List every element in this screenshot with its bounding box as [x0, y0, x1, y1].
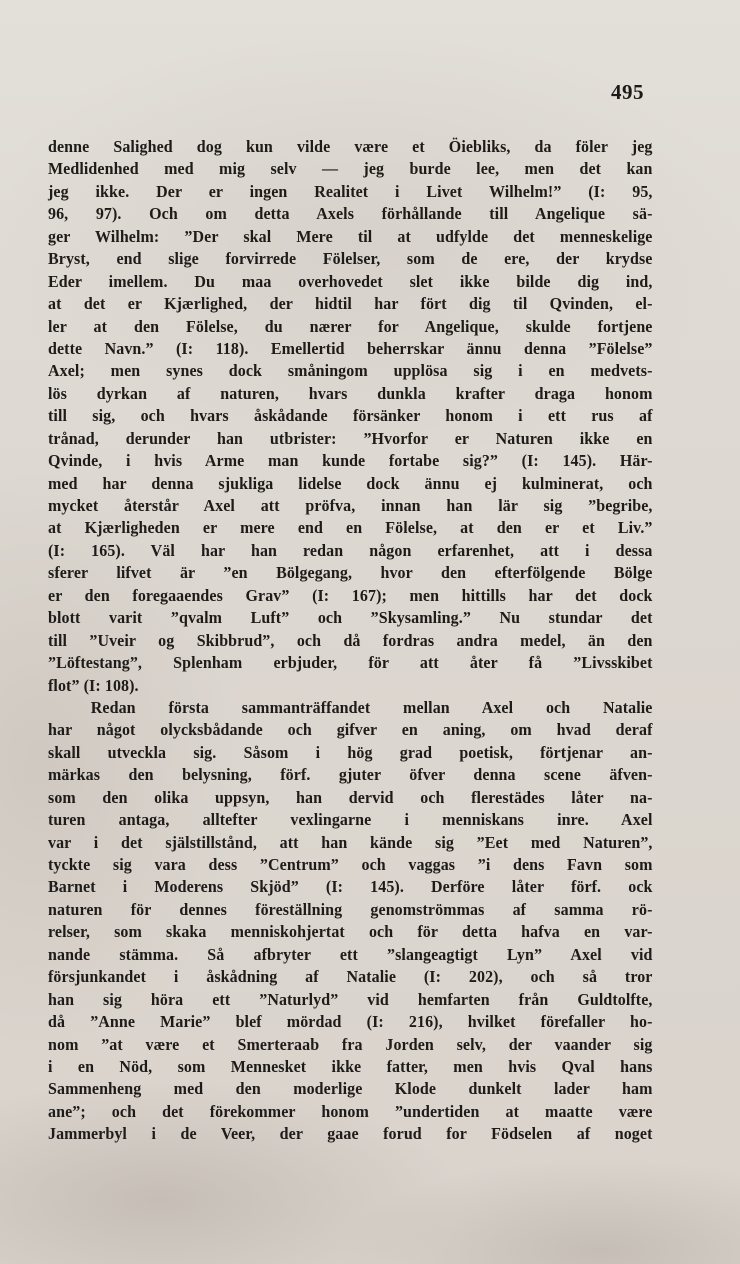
text-line: at Kjærligheden er mere end en Fölelse, at den er et Liv.” — [48, 518, 653, 538]
text-line: dette Navn.” (I: 118). Emellertid beherrskar ännu denna ”Fölelse” — [48, 338, 653, 358]
text-line: märkas den belysning, förf. gjuter öfver denna scene äfven- — [48, 765, 653, 785]
text-line: mycket återstår Axel att pröfva, innan han lär sig ”begribe, — [48, 496, 653, 515]
text-line: (I: 165). Väl har han redan någon erfarenhet, att i dessa — [48, 540, 653, 560]
text-line: naturen för dennes föreställning genomströmmas af samma rö- — [48, 899, 653, 919]
text-line: som den olika uppsyn, han dervid och flerestädes låter na- — [48, 787, 653, 807]
text-line: till ”Uveir og Skibbrud”, och då fordras andra medel, än den — [48, 630, 653, 650]
text-line: ler at den Fölelse, du nærer for Angelique, skulde fortjene — [48, 316, 653, 336]
text-line: i en Nöd, som Mennesket ikke fatter, men hvis Qval hans — [48, 1056, 653, 1076]
text-line: har något olycksbådande och gifver en aning, om hvad deraf — [48, 720, 653, 740]
text-line: Medlidenhed med mig selv — jeg burde lee, men det kan — [48, 159, 653, 179]
text-line: sferer lifvet är ”en Bölgegang, hvor den efterfölgende Bölge — [48, 563, 653, 583]
body-text — [48, 136, 652, 1146]
text-line: Eder imellem. Du maa overhovedet slet ikke bilde dig ind, — [48, 271, 653, 291]
text-line: skall utveckla sig. Såsom i hög grad poetisk, förtjenar an- — [48, 742, 653, 762]
text-line: tyckte sig vara dess ”Centrum” och vaggas ”i dens Favn som — [48, 855, 653, 874]
text-line: han sig höra ett ”Naturlyd” vid hemfarten från Guldtolfte, — [48, 989, 653, 1009]
text-line: med har denna sjukliga lidelse dock ännu ej kulminerat, och — [48, 473, 653, 493]
text-line: var i det själstillstånd, att han kände sig ”Eet med Naturen”, — [48, 832, 653, 852]
text-line: turen antaga, alltefter vexlingarne i menniskans inre. Axel — [48, 810, 653, 830]
text-line: trånad, derunder han utbrister: ”Hvorfor er Naturen ikke en — [48, 428, 653, 448]
text-line: ane”; och det förekommer honom ”undertiden at maatte være — [48, 1101, 653, 1121]
text-line: 96, 97). Och om detta Axels förhållande till Angelique sä- — [48, 204, 653, 224]
text-line: Axel; men synes dock småningom upplösa sig i en medvets- — [48, 361, 653, 381]
text-line: Redan första sammanträffandet mellan Axel och Natalie — [90, 697, 653, 717]
text-line: flot” (I: 108). — [48, 675, 139, 695]
paragraph-2 — [48, 697, 652, 1146]
text-line: denne Salighed dog kun vilde være et Öiebliks, da föler jeg — [48, 137, 653, 156]
text-line: Barnet i Moderens Skjöd” (I: 145). Derföre låter förf. ock — [48, 877, 653, 897]
text-line: nom ”at være et Smerteraab fra Jorden selv, der vaander sig — [48, 1034, 653, 1054]
text-line: jeg ikke. Der er ingen Realitet i Livet Wilhelm!” (I: 95, — [48, 181, 653, 201]
text-line: lös dyrkan af naturen, hvars dunkla krafter draga honom — [48, 383, 653, 403]
paragraph-1 — [48, 136, 652, 697]
text-line: försjunkandet i åskådning af Natalie (I: 202), och så tror — [48, 967, 653, 987]
text-line: Qvinde, i hvis Arme man kunde fortabe sig?” (I: 145). Här- — [48, 451, 653, 471]
text-line: då ”Anne Marie” blef mördad (I: 216), hvilket förefaller ho- — [48, 1012, 653, 1032]
text-line: till sig, och hvars åskådande försänker honom i ett rus af — [48, 406, 653, 426]
text-line: Bryst, end slige forvirrede Fölelser, som de ere, der krydse — [48, 249, 653, 269]
text-line: blott varit ”qvalm Luft” och ”Skysamling.” Nu stundar det — [48, 608, 653, 628]
text-line: ”Löftestang”, Splenham erbjuder, för att åter få ”Livsskibet — [48, 653, 653, 673]
text-line: Jammerbyl i de Veer, der gaae forud for Födselen af noget — [48, 1124, 653, 1144]
text-line: at det er Kjærlighed, der hidtil har fört dig til Qvinden, el- — [48, 294, 653, 314]
text-line: relser, som skaka menniskohjertat och för detta hafva en var- — [48, 922, 653, 942]
text-line: ger Wilhelm: ”Der skal Mere til at udfylde det menneskelige — [48, 226, 653, 246]
text-line: Sammenheng med den moderlige Klode dunkelt lader ham — [48, 1079, 653, 1099]
text-line: nande stämma. Så afbryter ett ”slangeagtigt Lyn” Axel vid — [48, 944, 653, 964]
text-line: er den foregaaendes Grav” (I: 167); men hittills har det dock — [48, 585, 653, 605]
page-number: 495 — [611, 80, 644, 104]
